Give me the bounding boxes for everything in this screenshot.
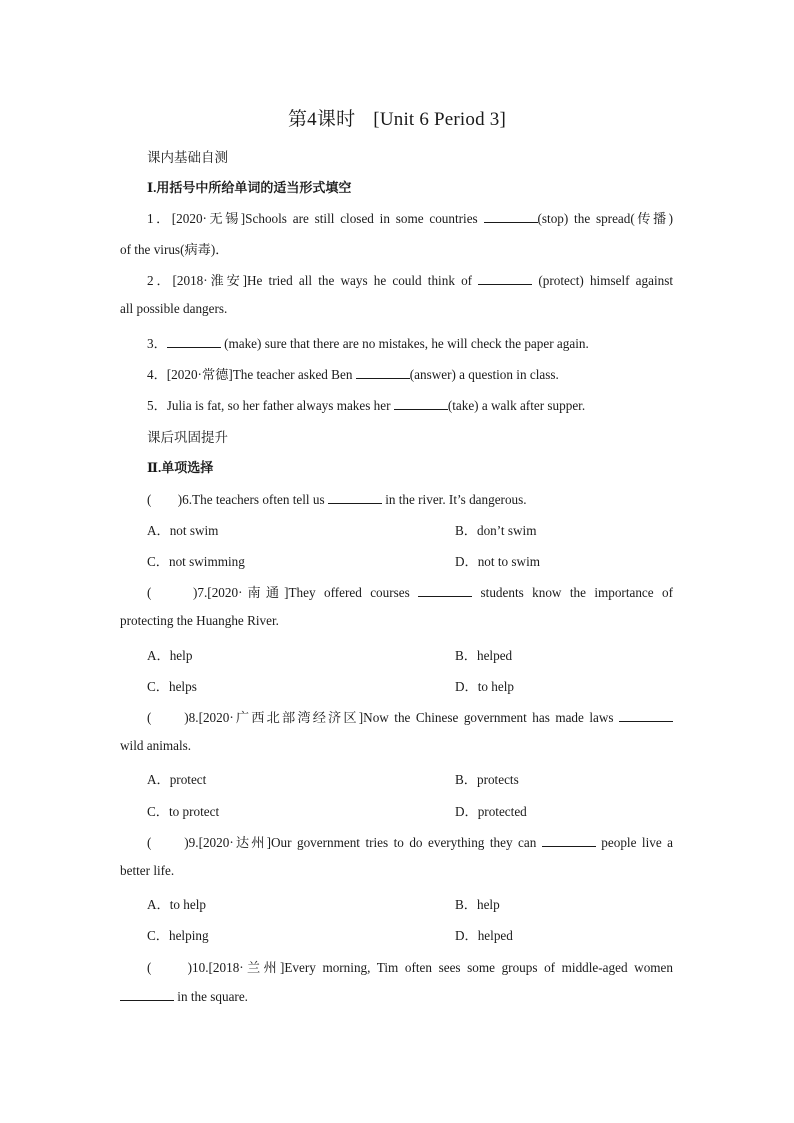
question-9-stem: ( )9.[2020·达州]Our government tries to do everything they can (147, 835, 537, 850)
option-a[interactable]: A．protect (147, 772, 207, 787)
question-8-cont: wild animals. (120, 738, 192, 753)
option-a[interactable]: A．help (147, 648, 193, 663)
question-7-cont: protecting the Huanghe River. (120, 613, 279, 628)
answer-blank[interactable] (619, 709, 673, 722)
fill-item-1-text: 1．[2020·无锡]Schools are still closed in some countries (147, 211, 478, 226)
fill-item-4 (147, 364, 559, 383)
page-title (0, 104, 794, 131)
question-6 (147, 489, 527, 508)
question-8 (147, 707, 673, 726)
question-7 (147, 582, 673, 601)
answer-blank[interactable] (418, 584, 472, 597)
fill-item-5 (147, 395, 585, 414)
option-c[interactable]: C．helping (147, 928, 209, 943)
option-b[interactable]: B．protects (455, 772, 519, 787)
option-a[interactable]: A．to help (147, 897, 206, 912)
question-6-stem: ( )6.The teachers often tell us (147, 492, 325, 507)
question-10 (147, 957, 673, 976)
fill-item-2 (147, 270, 673, 289)
option-b[interactable]: B．helped (455, 648, 513, 663)
fill-item-1-cont: of the virus(病毒)． (120, 242, 229, 257)
answer-blank[interactable] (394, 397, 448, 410)
section-heading-homework: 课后巩固提升 (147, 430, 228, 445)
unit-label: [Unit 6 Period 3] (373, 109, 506, 130)
section-heading-classwork: 课内基础自测 (147, 150, 228, 165)
fill-item-4-hint: (answer) a question in class. (409, 367, 559, 382)
question-9-cont: better life. (120, 863, 175, 878)
option-d[interactable]: D．not to swim (455, 554, 540, 569)
answer-blank[interactable] (478, 272, 532, 285)
fill-item-5-text: 5．Julia is fat, so her father always makes her (147, 398, 391, 413)
option-d[interactable]: D．protected (455, 804, 527, 819)
fill-item-2-text: 2．[2018·淮安]He tried all the ways he could think of (147, 273, 473, 288)
question-9-stem-rest: people live a (601, 835, 673, 850)
option-b[interactable]: B．help (455, 897, 500, 912)
question-10-stem: ( )10.[2018·兰州]Every morning, Tim often sees some groups of middle-aged women (147, 960, 673, 975)
option-c[interactable]: C．not swimming (147, 554, 245, 569)
option-a[interactable]: A．not swim (147, 523, 219, 538)
fill-item-4-text: 4．[2020·常德]The teacher asked Ben (147, 367, 353, 382)
fill-item-1 (147, 208, 673, 227)
fill-item-5-hint: (take) a walk after supper. (447, 398, 586, 413)
answer-blank[interactable] (356, 366, 410, 379)
answer-blank[interactable] (484, 210, 538, 223)
answer-blank[interactable] (120, 988, 174, 1001)
option-d[interactable]: D．helped (455, 928, 513, 943)
option-b[interactable]: B．don’t swim (455, 523, 537, 538)
answer-blank[interactable] (542, 834, 596, 847)
fill-item-3-text: (make) sure that there are no mistakes, he will check the paper again. (224, 336, 589, 351)
fill-item-2-hint: (protect) himself against (538, 273, 674, 288)
option-c[interactable]: C．to protect (147, 804, 220, 819)
fill-item-2-cont: all possible dangers. (120, 301, 228, 316)
question-7-stem-rest: students know the importance of (480, 585, 674, 600)
fill-item-3 (147, 333, 589, 352)
question-8-stem: ( )8.[2020·广西北部湾经济区]Now the Chinese government has made laws (147, 710, 614, 725)
question-9 (147, 832, 673, 851)
option-d[interactable]: D．to help (455, 679, 514, 694)
option-c[interactable]: C．helps (147, 679, 197, 694)
fill-item-1-hint: (stop) the spread(传播) (537, 211, 674, 226)
question-7-stem: ( )7.[2020·南通]They offered courses (147, 585, 410, 600)
part-title-fill-in: Ⅰ.用括号中所给单词的适当形式填空 (147, 180, 352, 195)
answer-blank[interactable] (328, 491, 382, 504)
lesson-label: 第4课时 (287, 109, 356, 130)
question-6-stem-rest: in the river. It’s dangerous. (385, 492, 527, 507)
fill-item-3-number: 3． (147, 336, 167, 351)
answer-blank[interactable] (167, 335, 221, 348)
question-10-stem-rest: in the square. (177, 989, 248, 1004)
question-10-cont (120, 988, 248, 1005)
part-title-multiple-choice: Ⅱ.单项选择 (147, 460, 214, 475)
